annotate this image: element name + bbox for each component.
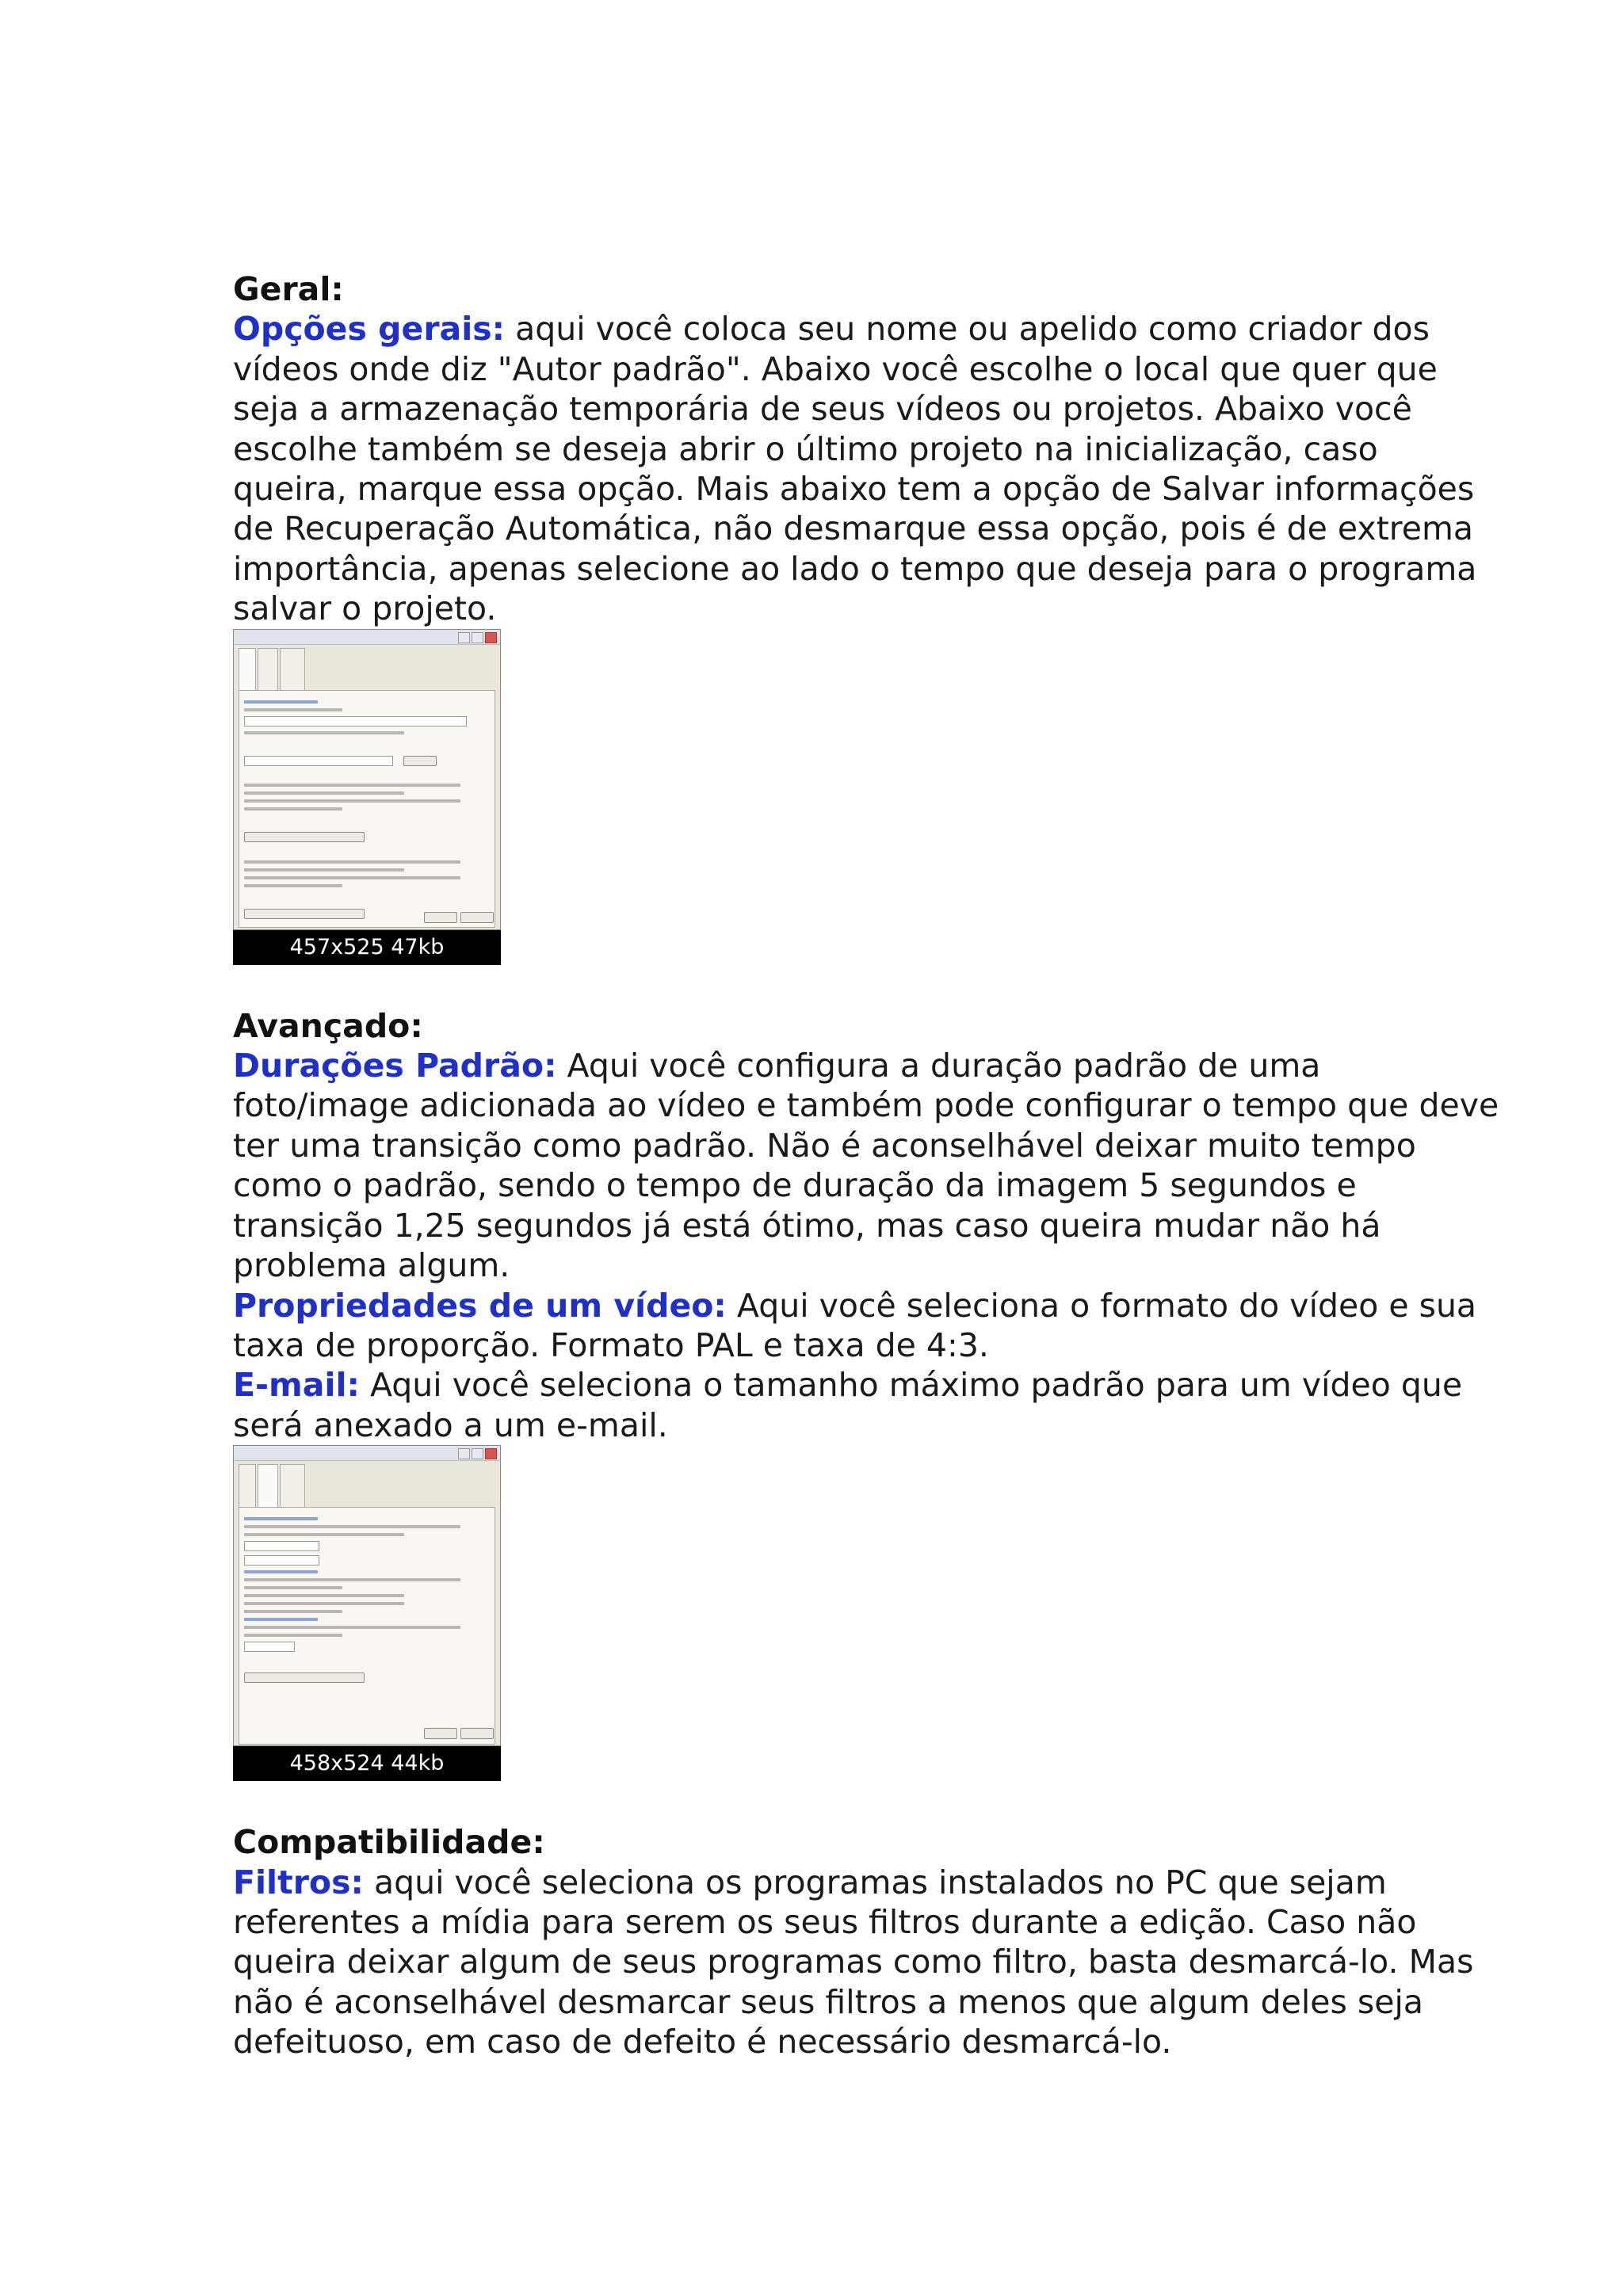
section-heading: Geral: (233, 270, 344, 308)
paragraph-text: aqui você coloca seu nome ou apelido como criador dos vídeos onde diz "Autor padrão". Abaixo você escolhe o local que quer que seja a armazenação temporária de seus vídeos ou projetos. Abaixo você escolhe também se deseja abrir o último projeto na inicialização, caso queira, marque essa opção. Mais abaixo tem a opção de Salvar informações de Recuperação Automática, não desmarque essa opção, pois é de extrema importância, apenas selecione ao lado o tempo que deseja para o programa salvar o projeto. (233, 310, 1477, 628)
section-heading: Avançado: (233, 1006, 423, 1045)
paragraph (233, 1863, 1501, 2062)
thumbnail-caption: 457x525 47kb (233, 930, 501, 965)
term-label: Propriedades de um vídeo: (233, 1286, 727, 1325)
document-page (233, 269, 1501, 2062)
screenshot-thumbnail[interactable] (233, 1445, 501, 1781)
term-label: E-mail: (233, 1366, 360, 1405)
thumbnail-caption: 458x524 44kb (233, 1746, 501, 1781)
paragraph (233, 1365, 1501, 1445)
paragraph-text: Aqui você seleciona o tamanho máximo padrão para um vídeo que será anexado a um e-mail. (233, 1366, 1463, 1444)
section-compatibilidade (233, 1822, 1501, 2061)
paragraph (233, 309, 1501, 628)
paragraph (233, 1046, 1501, 1285)
term-label: Filtros: (233, 1863, 364, 1901)
section-geral (233, 269, 1501, 1006)
section-heading: Compatibilidade: (233, 1823, 545, 1862)
paragraph-text: Aqui você seleciona o formato do vídeo e sua taxa de proporção. Formato PAL e taxa de 4:3. (233, 1286, 1477, 1364)
paragraph (233, 1286, 1501, 1366)
section-avancado (233, 1006, 1501, 1822)
term-label: Opções gerais: (233, 310, 506, 349)
options-dialog-screenshot-icon (233, 1445, 501, 1746)
term-label: Durações Padrão: (233, 1047, 557, 1085)
screenshot-thumbnail[interactable] (233, 629, 501, 965)
options-dialog-screenshot-icon (233, 629, 501, 930)
paragraph-text: aqui você seleciona os programas instalados no PC que sejam referentes a mídia para serem os seus filtros durante a edição. Caso não queira deixar algum de seus programas como filtro, basta desmarcá-lo. Mas não é aconselhável desmarcar seus filtros a menos que algum deles seja defeituoso, em caso de defeito é necessário desmarcá-lo. (233, 1863, 1474, 2061)
paragraph-text: Aqui você configura a duração padrão de uma foto/image adicionada ao vídeo e também pode configurar o tempo que deve ter uma transição como padrão. Não é aconselhável deixar muito tempo como o padrão, sendo o tempo de duração da imagem 5 segundos e transição 1,25 segundos já está ótimo, mas caso queira mudar não há problema algum. (233, 1047, 1499, 1285)
